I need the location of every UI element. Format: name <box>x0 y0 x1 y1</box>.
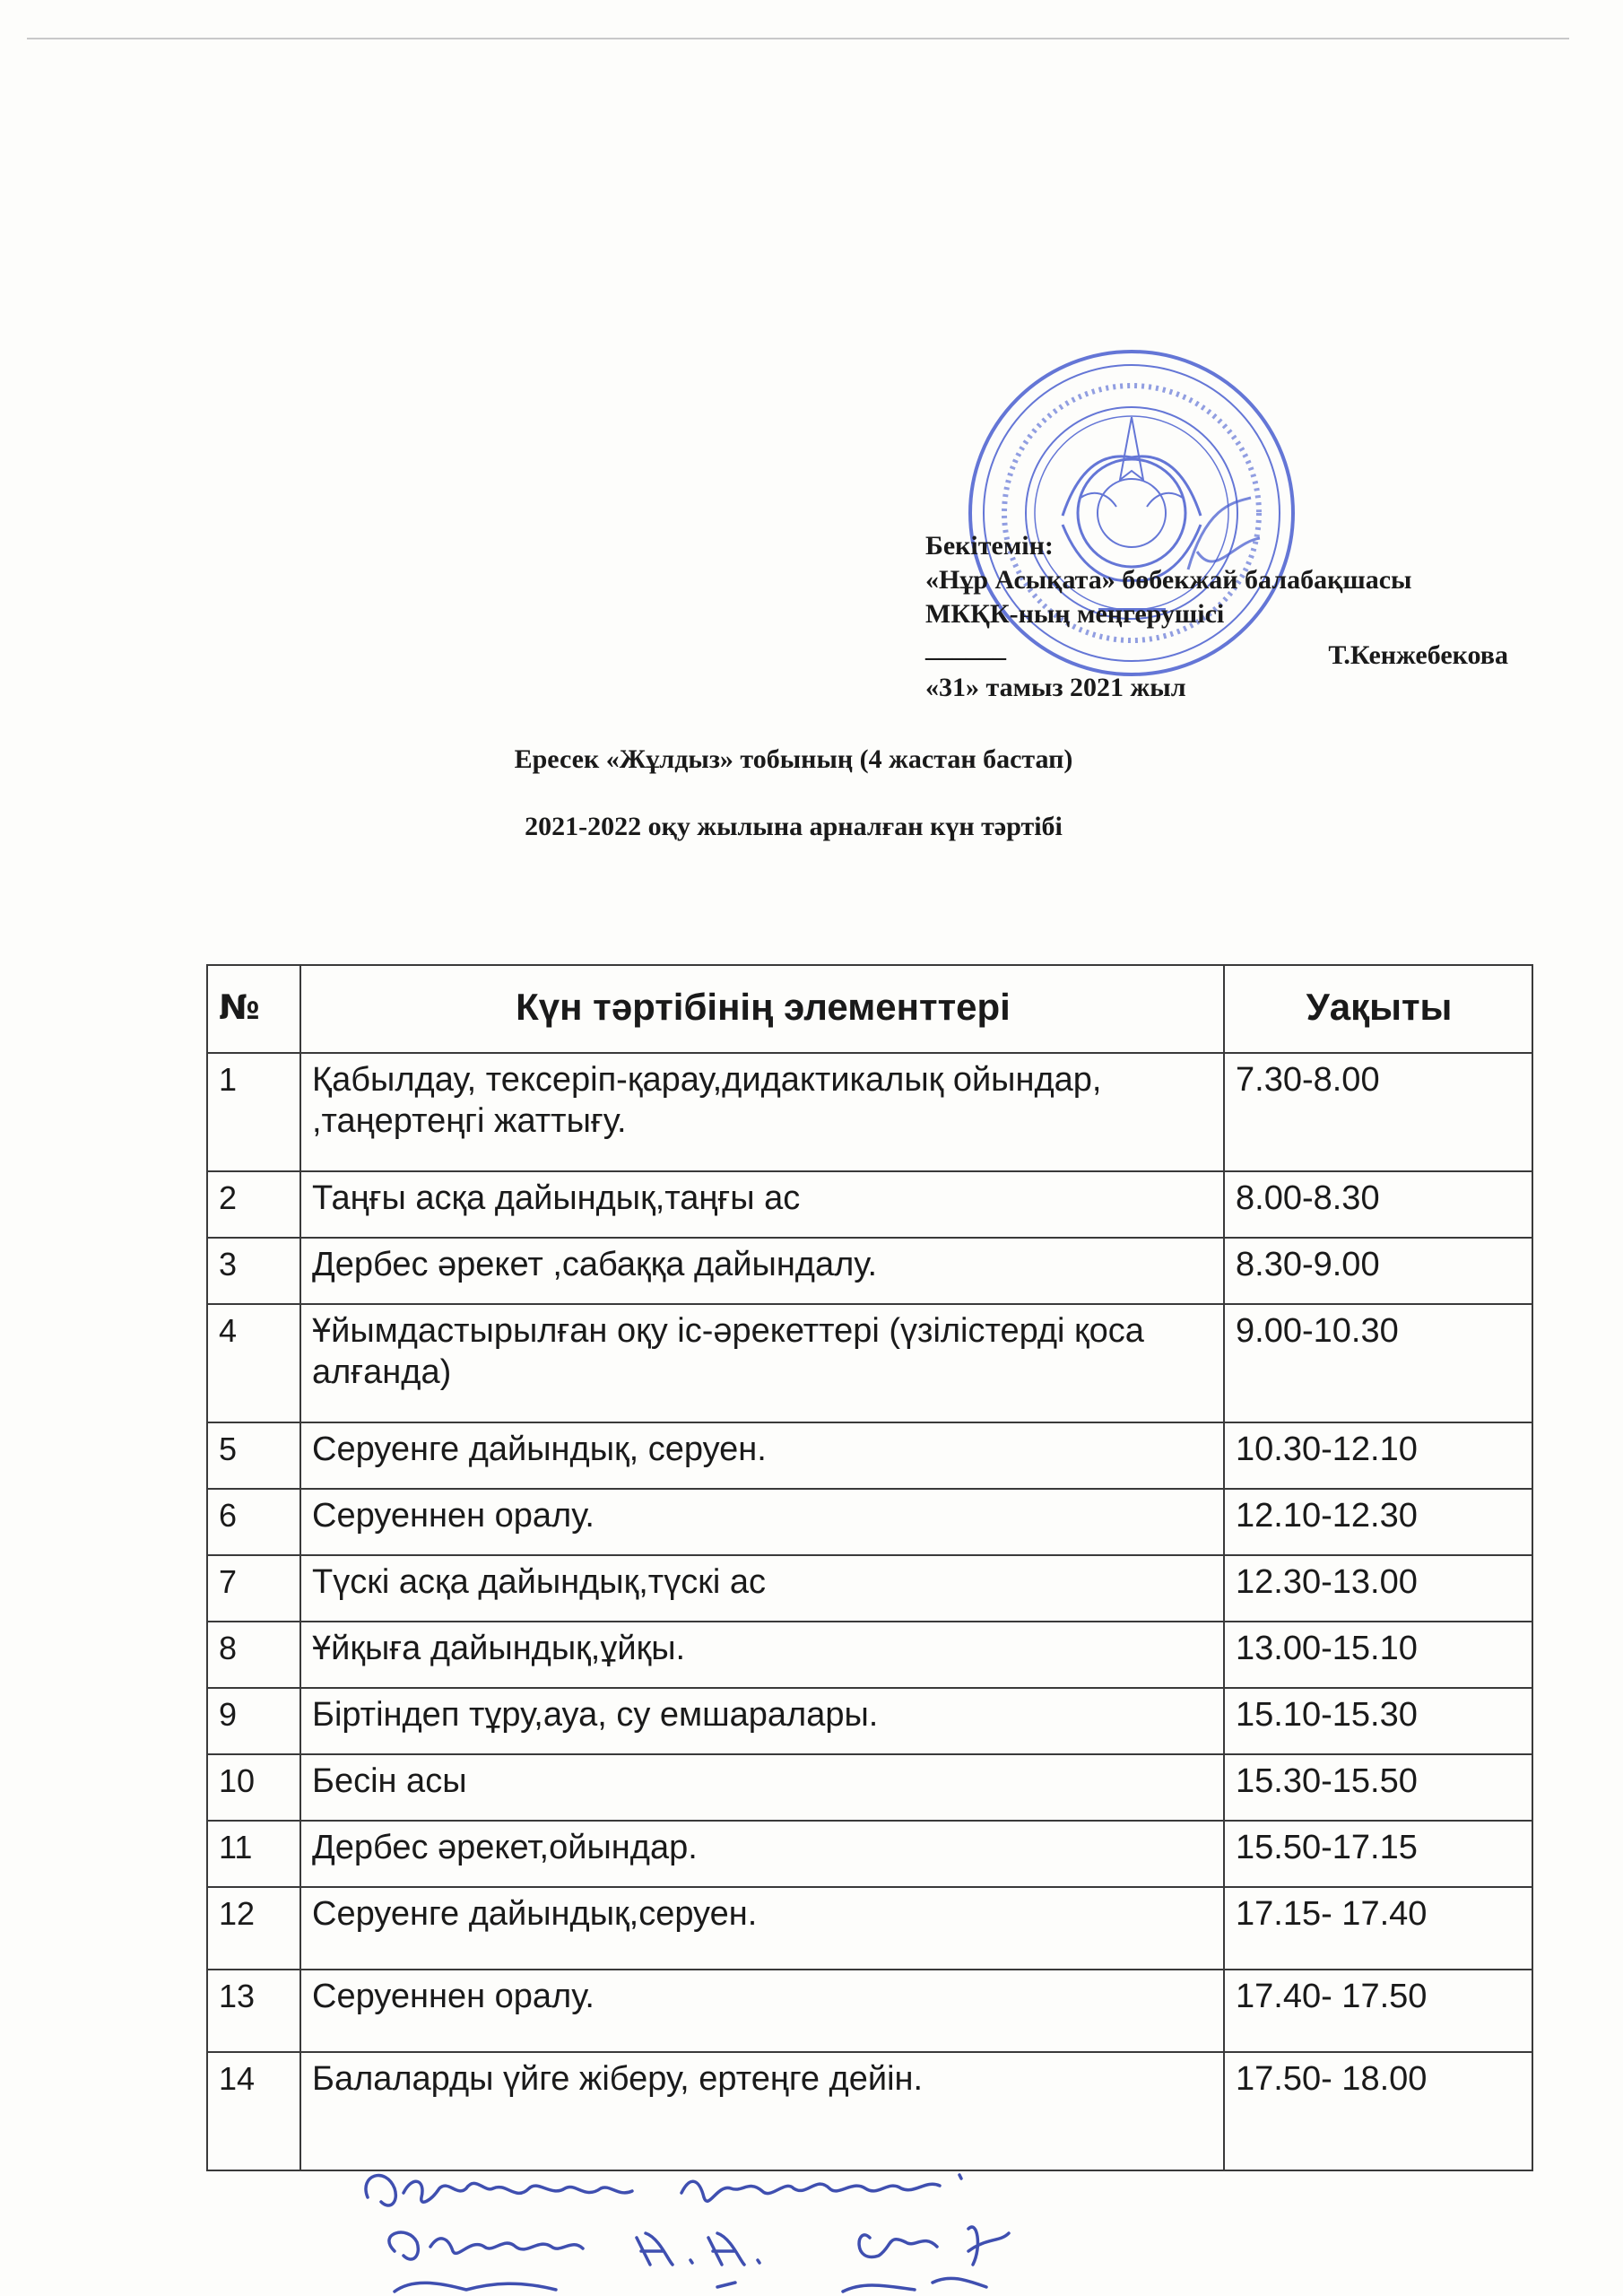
daily-schedule-table <box>206 964 1533 2171</box>
row-number: 11 <box>207 1821 300 1887</box>
table-row <box>207 1422 1532 1489</box>
row-item: Дербес әрекет,ойындар. <box>300 1821 1224 1887</box>
row-item: Бесін асы <box>300 1754 1224 1821</box>
table-row <box>207 1238 1532 1304</box>
row-time: 10.30-12.10 <box>1224 1422 1532 1489</box>
row-item: Қабылдау, тексеріп-қарау,дидактикалық ойындар, ,таңертеңгі жаттығу. <box>300 1053 1224 1171</box>
row-time: 12.10-12.30 <box>1224 1489 1532 1555</box>
row-time: 17.50- 18.00 <box>1224 2052 1532 2170</box>
row-time: 7.30-8.00 <box>1224 1053 1532 1171</box>
row-number: 12 <box>207 1887 300 1970</box>
row-time: 17.15- 17.40 <box>1224 1887 1532 1970</box>
position-line: МКҚК-ның меңгерушісі <box>925 599 1225 629</box>
row-item: Ұйқыға дайындық,ұйқы. <box>300 1622 1224 1688</box>
row-number: 1 <box>207 1053 300 1171</box>
header-number: № <box>207 965 300 1053</box>
row-item: Ұйымдастырылған оқу іс-әрекеттері (үзілістерді қоса алғанда) <box>300 1304 1224 1422</box>
row-item: Серуеннен оралу. <box>300 1970 1224 2052</box>
row-item: Дербес әрекет ,сабаққа дайындалу. <box>300 1238 1224 1304</box>
row-number: 6 <box>207 1489 300 1555</box>
director-name: Т.Кенжебекова <box>1328 640 1508 670</box>
table-row <box>207 1171 1532 1238</box>
table-row <box>207 1622 1532 1688</box>
approved-label: Бекітемін: <box>925 531 1054 561</box>
row-number: 3 <box>207 1238 300 1304</box>
table-row <box>207 1821 1532 1887</box>
signature-line <box>925 631 1508 673</box>
row-time: 15.30-15.50 <box>1224 1754 1532 1821</box>
row-number: 4 <box>207 1304 300 1422</box>
table-header-row <box>207 965 1532 1053</box>
table-row <box>207 1970 1532 2052</box>
sign-blank: ______ <box>925 633 1006 663</box>
row-item: Біртіндеп тұру,ауа, су емшаралары. <box>300 1688 1224 1754</box>
row-time: 17.40- 17.50 <box>1224 1970 1532 2052</box>
row-time: 8.00-8.30 <box>1224 1171 1532 1238</box>
header-elements: Күн тәртібінің элементтері <box>300 965 1224 1053</box>
row-time: 12.30-13.00 <box>1224 1555 1532 1622</box>
header-time: Уақыты <box>1224 965 1532 1053</box>
row-number: 2 <box>207 1171 300 1238</box>
handwritten-signatures-icon <box>341 2148 1148 2296</box>
row-item: Серуенге дайындық,серуен. <box>300 1887 1224 1970</box>
row-time: 13.00-15.10 <box>1224 1622 1532 1688</box>
row-item: Түскі асқа дайындық,түскі ас <box>300 1555 1224 1622</box>
row-number: 5 <box>207 1422 300 1489</box>
table-row <box>207 1304 1532 1422</box>
table-row <box>207 1489 1532 1555</box>
row-time: 9.00-10.30 <box>1224 1304 1532 1422</box>
row-item: Балаларды үйге жіберу, ертеңге дейін. <box>300 2052 1224 2170</box>
document-subtitle: 2021-2022 оқу жылына арналған күн тәртібі <box>525 812 1063 841</box>
row-item: Серуенге дайындық, серуен. <box>300 1422 1224 1489</box>
approval-block <box>925 529 1508 705</box>
scan-edge-line <box>27 38 1569 39</box>
organization-line: «Нұр Асықата» бөбекжай балабақшасы <box>925 565 1412 595</box>
table-row <box>207 1555 1532 1622</box>
row-number: 10 <box>207 1754 300 1821</box>
table-row <box>207 1688 1532 1754</box>
row-number: 7 <box>207 1555 300 1622</box>
table-row <box>207 1053 1532 1171</box>
document-title: Ересек «Жұлдыз» тобының (4 жастан бастап) <box>514 744 1073 774</box>
row-item: Серуеннен оралу. <box>300 1489 1224 1555</box>
approval-date: «31» тамыз 2021 жыл <box>925 673 1186 702</box>
row-number: 9 <box>207 1688 300 1754</box>
row-number: 8 <box>207 1622 300 1688</box>
row-time: 8.30-9.00 <box>1224 1238 1532 1304</box>
row-time: 15.10-15.30 <box>1224 1688 1532 1754</box>
row-item: Таңғы асқа дайындық,таңғы ас <box>300 1171 1224 1238</box>
table-row <box>207 1754 1532 1821</box>
row-number: 13 <box>207 1970 300 2052</box>
row-number: 14 <box>207 2052 300 2170</box>
row-time: 15.50-17.15 <box>1224 1821 1532 1887</box>
table-row <box>207 1887 1532 1970</box>
